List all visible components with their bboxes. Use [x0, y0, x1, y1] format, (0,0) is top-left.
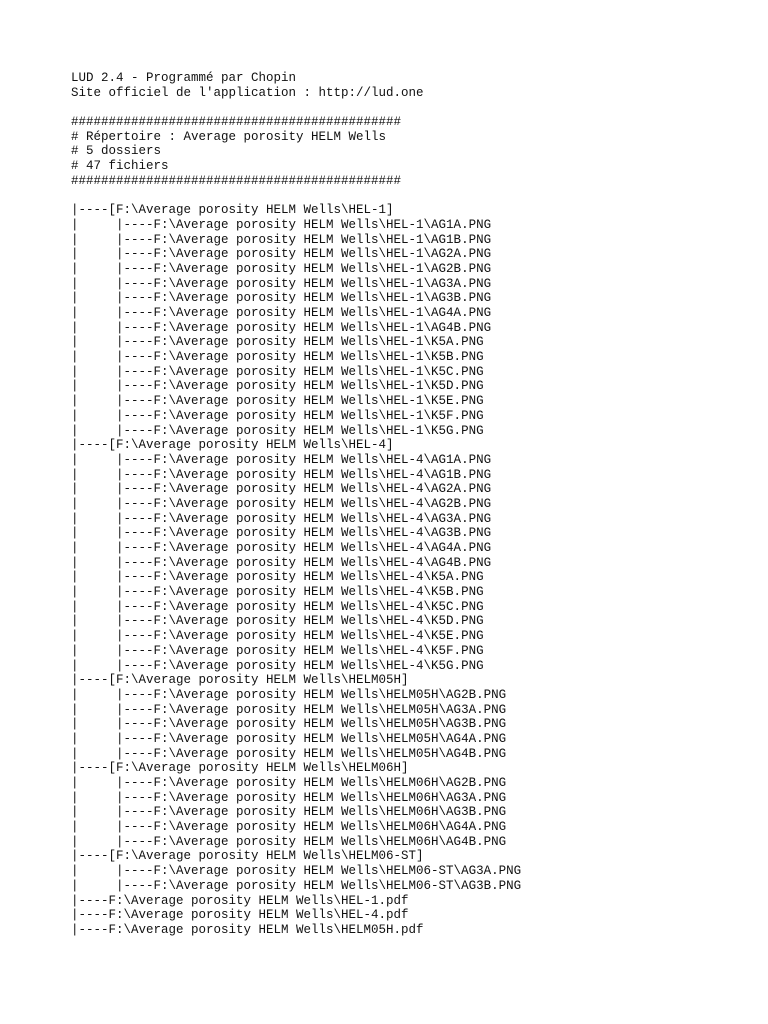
tree-entry: | |----F:\Average porosity HELM Wells\HEL-1\AG2B.PNG — [71, 261, 492, 276]
directory-line: # Répertoire : Average porosity HELM Wells — [71, 129, 387, 144]
tree-entry: | |----F:\Average porosity HELM Wells\HEL-4\K5E.PNG — [71, 629, 484, 644]
tree-entry: | |----F:\Average porosity HELM Wells\HEL-4\AG3A.PNG — [71, 511, 492, 526]
tree-entry: | |----F:\Average porosity HELM Wells\HELM05H\AG3A.PNG — [71, 702, 507, 717]
tree-entry: | |----F:\Average porosity HELM Wells\HELM06H\AG3B.PNG — [71, 805, 507, 820]
tree-entry: | |----F:\Average porosity HELM Wells\HELM06H\AG4A.PNG — [71, 820, 507, 835]
tree-entry: | |----F:\Average porosity HELM Wells\HELM06H\AG3A.PNG — [71, 790, 507, 805]
tree-entry: | |----F:\Average porosity HELM Wells\HEL-1\AG3A.PNG — [71, 276, 492, 291]
tree-entry: | |----F:\Average porosity HELM Wells\HEL-4\K5C.PNG — [71, 599, 484, 614]
file-count-line: # 47 fichiers — [71, 159, 169, 174]
tree-entry: | |----F:\Average porosity HELM Wells\HELM05H\AG3B.PNG — [71, 717, 507, 732]
tree-entry: | |----F:\Average porosity HELM Wells\HELM06-ST\AG3A.PNG — [71, 864, 522, 879]
tree-entry: |----[F:\Average porosity HELM Wells\HEL-1] — [71, 203, 394, 218]
tree-entry: | |----F:\Average porosity HELM Wells\HEL-1\AG4B.PNG — [71, 320, 492, 335]
tree-entry: |----F:\Average porosity HELM Wells\HEL-1.pdf — [71, 893, 409, 908]
tree-entry: | |----F:\Average porosity HELM Wells\HEL-1\AG1A.PNG — [71, 217, 492, 232]
tree-entry: | |----F:\Average porosity HELM Wells\HEL-4\AG2A.PNG — [71, 482, 492, 497]
tree-entry: | |----F:\Average porosity HELM Wells\HEL-1\K5B.PNG — [71, 350, 484, 365]
hash-rule-top: ############################################ — [71, 115, 402, 130]
blank-line — [71, 189, 768, 204]
tree-entry: | |----F:\Average porosity HELM Wells\HEL-1\K5F.PNG — [71, 408, 484, 423]
tree-entry: | |----F:\Average porosity HELM Wells\HEL-4\AG3B.PNG — [71, 526, 492, 541]
tree-entry: | |----F:\Average porosity HELM Wells\HELM06-ST\AG3B.PNG — [71, 878, 522, 893]
blank-line — [71, 100, 768, 115]
tree-entry: | |----F:\Average porosity HELM Wells\HELM06H\AG4B.PNG — [71, 834, 507, 849]
tree-entry: |----[F:\Average porosity HELM Wells\HELM05H] — [71, 673, 409, 688]
tree-entry: | |----F:\Average porosity HELM Wells\HEL-4\K5D.PNG — [71, 614, 484, 629]
tree-entry: | |----F:\Average porosity HELM Wells\HEL-4\AG4A.PNG — [71, 541, 492, 555]
tree-entry: | |----F:\Average porosity HELM Wells\HELM05H\AG4A.PNG — [71, 731, 507, 746]
tree-entry: |----[F:\Average porosity HELM Wells\HELM06H] — [71, 761, 409, 776]
file-tree — [71, 203, 768, 937]
tree-entry: | |----F:\Average porosity HELM Wells\HELM05H\AG4B.PNG — [71, 746, 507, 761]
directory-listing-document — [71, 71, 768, 1024]
tree-entry: | |----F:\Average porosity HELM Wells\HEL-4\AG2B.PNG — [71, 496, 492, 511]
tree-entry: | |----F:\Average porosity HELM Wells\HEL-1\K5G.PNG — [71, 423, 484, 438]
tree-entry: | |----F:\Average porosity HELM Wells\HEL-1\AG4A.PNG — [71, 306, 492, 320]
program-credit-line: LUD 2.4 - Programmé par Chopin — [71, 71, 297, 85]
tree-entry: | |----F:\Average porosity HELM Wells\HELM05H\AG2B.PNG — [71, 687, 507, 702]
tree-entry: | |----F:\Average porosity HELM Wells\HEL-4\AG1B.PNG — [71, 467, 492, 482]
tree-entry: | |----F:\Average porosity HELM Wells\HEL-1\K5C.PNG — [71, 364, 484, 379]
tree-entry: |----F:\Average porosity HELM Wells\HELM05H.pdf — [71, 922, 424, 937]
tree-entry: | |----F:\Average porosity HELM Wells\HEL-1\K5E.PNG — [71, 394, 484, 409]
tree-entry: | |----F:\Average porosity HELM Wells\HEL-4\K5B.PNG — [71, 585, 484, 600]
official-site-line: Site officiel de l'application : http://lud.one — [71, 85, 424, 100]
tree-entry: | |----F:\Average porosity HELM Wells\HEL-1\K5D.PNG — [71, 379, 484, 394]
tree-entry: |----[F:\Average porosity HELM Wells\HEL-4] — [71, 438, 394, 453]
tree-entry: | |----F:\Average porosity HELM Wells\HEL-1\AG1B.PNG — [71, 232, 492, 247]
tree-entry: |----[F:\Average porosity HELM Wells\HELM06-ST] — [71, 849, 424, 864]
tree-entry: | |----F:\Average porosity HELM Wells\HEL-4\K5F.PNG — [71, 643, 484, 658]
tree-entry: | |----F:\Average porosity HELM Wells\HEL-4\K5A.PNG — [71, 570, 484, 585]
tree-entry: | |----F:\Average porosity HELM Wells\HEL-1\K5A.PNG — [71, 335, 484, 350]
tree-entry: |----F:\Average porosity HELM Wells\HEL-4.pdf — [71, 908, 409, 923]
tree-entry: | |----F:\Average porosity HELM Wells\HEL-4\K5G.PNG — [71, 658, 484, 673]
hash-rule-bottom: ############################################ — [71, 173, 402, 188]
tree-entry: | |----F:\Average porosity HELM Wells\HEL-1\AG2A.PNG — [71, 247, 492, 262]
tree-entry: | |----F:\Average porosity HELM Wells\HEL-4\AG4B.PNG — [71, 555, 492, 570]
tree-entry: | |----F:\Average porosity HELM Wells\HEL-4\AG1A.PNG — [71, 452, 492, 467]
tree-entry: | |----F:\Average porosity HELM Wells\HELM06H\AG2B.PNG — [71, 776, 507, 790]
tree-entry: | |----F:\Average porosity HELM Wells\HEL-1\AG3B.PNG — [71, 291, 492, 306]
folder-count-line: # 5 dossiers — [71, 144, 162, 159]
